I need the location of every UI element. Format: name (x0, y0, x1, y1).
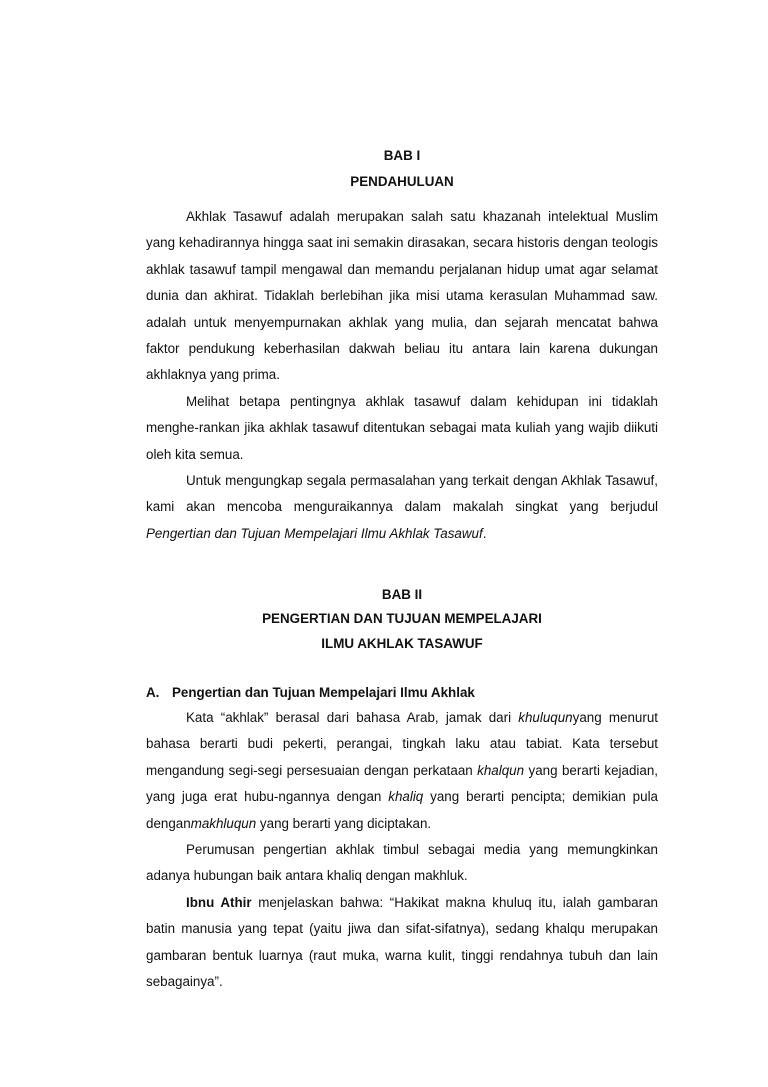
term-khaliq: khaliq (388, 789, 424, 805)
section-a-number: A. (146, 685, 160, 700)
bab2-title: BAB II (381, 587, 423, 602)
bab1-title: BAB I (383, 148, 421, 163)
bab1-paragraph-3-end: . (482, 525, 487, 541)
bab1-paper-title: Pengertian dan Tujuan Mempelajari Ilmu Akhlak Tasawuf (146, 525, 483, 541)
name-ibnu-athir: Ibnu Athir (186, 894, 252, 910)
bab2-body (146, 705, 658, 995)
term-khuluqun: khuluqun (518, 710, 573, 725)
bab2-paragraph-2: Perumusan pengertian akhlak timbul sebagai media yang memungkinkan adanya hubungan baik antara khaliq dengan makhluk. (146, 842, 658, 884)
bab2-p1-text-e: yang berarti yang diciptakan. (256, 815, 432, 831)
bab1-subtitle: PENDAHULUAN (350, 174, 454, 189)
bab2-p1-text-c: yang berarti kejadian, yang juga erat hubu-ngannya dengan (146, 762, 658, 805)
bab1-paragraph-3-text: Untuk mengungkap segala permasalahan yang terkait dengan Akhlak Tasawuf, kami akan mencoba menguraikannya dalam makalah singkat yang berjudul (146, 473, 658, 515)
bab2-p1-text-d: yang berarti pencipta; demikian pula dengan (146, 789, 658, 831)
bab1-paragraph-2: Melihat betapa pentingnya akhlak tasawuf dalam kehidupan ini tidaklah menghe-rankan jika akhlak tasawuf ditentukan sebagai mata kuliah yang wajib diikuti oleh kita semua. (146, 393, 658, 462)
section-a-heading (146, 680, 658, 706)
bab2-subtitle-line-2: ILMU AKHLAK TASAWUF (321, 636, 483, 651)
term-makhluqun: makhluqun (190, 815, 257, 831)
bab2-p1-text-b: yang menurut bahasa berarti budi pekerti, perangai, tingkah laku atau tabiat. Kata tersebut mengandung segi-segi persesuaian dengan perkataan (146, 710, 658, 778)
bab2-paragraph-1 (146, 705, 658, 837)
bab1-paragraph-3 (146, 468, 658, 547)
section-a-title: Pengertian dan Tujuan Mempelajari Ilmu Akhlak (172, 685, 475, 700)
bab1-paragraph-1: Akhlak Tasawuf adalah merupakan salah satu khazanah intelektual Muslim yang kehadirannya hingga saat ini semakin dirasakan, secara historis dengan teologis akhlak tasawuf tampil mengawal dan memandu perjalanan hidup umat agar selamat dunia dan akhirat. Tidaklah berlebihan jika misi utama kerasulan Muhammad saw. adalah untuk menyempurnakan akhlak yang mulia, dan sejarah mencatat bahwa faktor pendukung keberhasilan dakwah beliau itu antara lain karena dukungan akhlaknya yang prima. (146, 209, 658, 383)
bab1-body (146, 204, 658, 547)
bab2-subtitle-line-1: PENGERTIAN DAN TUJUAN MEMPELAJARI (262, 611, 542, 626)
bab2-paragraph-3 (146, 890, 658, 996)
bab2-p3-text: menjelaskan bahwa: “Hakikat makna khuluq itu, ialah gambaran batin manusia yang tepat (yaitu jiwa dan sifat-sifatnya), sedang khalqu merupakan gambaran bentuk luarnya (raut muka, warna kulit, tinggi rendahnya tubuh dan lain sebagainya”. (146, 894, 658, 990)
bab2-p1-text-a: Kata “akhlak” berasal dari bahasa Arab, jamak dari (186, 710, 519, 725)
term-khalqun: khalqun (477, 762, 525, 778)
